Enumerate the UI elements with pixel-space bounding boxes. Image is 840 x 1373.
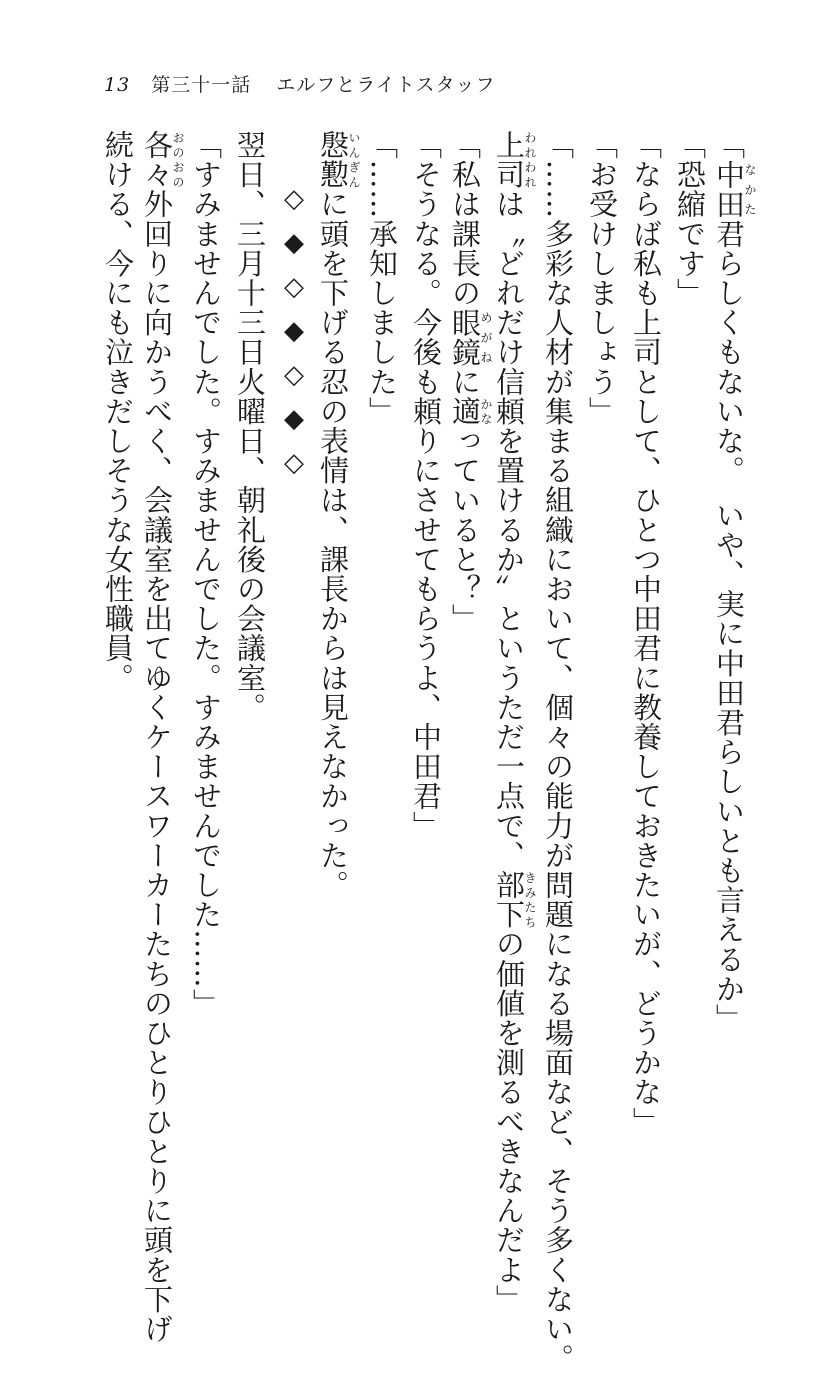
text-column-15: 続ける、今にも泣きだしそうな女性職員。: [101, 130, 135, 693]
text-column-3: 「ならば私も上司として、ひとつ中田君に教養しておきたいが、どうかな」: [629, 130, 663, 1137]
text-column-10: 慇懃いんぎんに頭を下げる忍の表情は、課長からは見えなかった。: [316, 130, 361, 900]
text-column-9: 「……承知しました」: [365, 130, 399, 426]
chapter-title: エルフとライトスタッフ: [276, 74, 496, 96]
text-column-6: 上司われわれは〝どれだけ信頼を置けるか〟というただ一点で、部下きみたちの価値を測るべきなんだよ」: [492, 130, 537, 1315]
text-column-13: 「すみませんでした。すみませんでした。すみませんでした……」: [189, 130, 223, 1018]
text-column-7: 「私は課長の眼鏡めがねに適かなっていると？」: [448, 130, 493, 634]
text-column-12: 翌日、三月十三日火曜日、朝礼後の会議室。: [233, 130, 267, 722]
page-number: 13: [104, 74, 131, 96]
text-column-4: 「お受けしましょう」: [585, 130, 619, 426]
text-column-5: 「……多彩な人材が集まる組織において、個々の能力が問題になる場面など、そう多くない。: [541, 130, 575, 1373]
text-column-1: 「中田なかた君らしくもないな。 いや、実に中田君らしいとも言えるか」: [712, 130, 757, 1034]
chapter-number: 第三十一話: [151, 74, 252, 96]
scene-break-diamonds: ◇◆◇◆◇◆◇: [279, 184, 309, 492]
running-header: [104, 70, 496, 97]
text-column-8: 「そうなる。今後も頼りにさせてもらうよ、中田君」: [409, 130, 443, 841]
text-column-2: 「恐縮です」: [673, 130, 707, 308]
text-column-14: 各々おのおの外回りに向かうべく、会議室を出てゆくケースワーカーたちのひとりひとりに頭を下げ: [140, 130, 185, 1344]
